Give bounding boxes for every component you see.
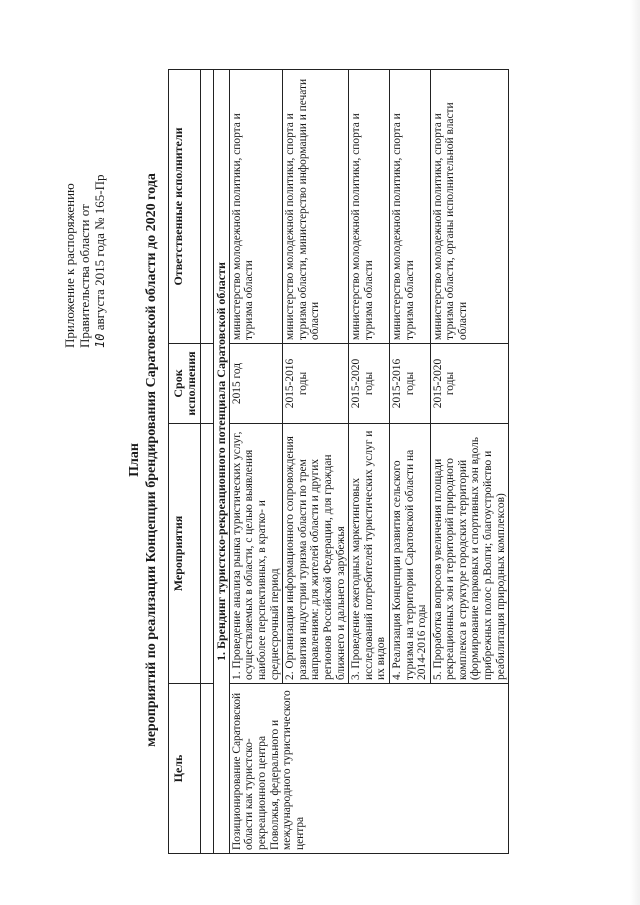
executors-cell: министерство молодежной политики, спорта и туризма области: [389, 70, 430, 344]
executors-cell: министерство молодежной политики, спорта и туризма области: [229, 70, 282, 344]
appendix-line-2: Правительства области от: [77, 204, 92, 348]
header-term: Срок исполнения: [169, 344, 201, 424]
header-measures: Мероприятия: [169, 424, 201, 684]
section-title: 1. Брендинг туристско-рекреационного потенциала Саратовской области: [214, 70, 230, 854]
term-cell: 2015-2016 годы: [283, 344, 349, 424]
rotated-sheet: [60, 60, 600, 860]
column-number-row: [201, 70, 214, 854]
header-goal: Цель: [169, 684, 201, 854]
header-executors: Ответственные исполнители: [169, 70, 201, 344]
column-number: [201, 70, 214, 344]
plan-title: [126, 60, 160, 860]
appendix-day: 10: [93, 333, 107, 348]
plan-table: [168, 69, 509, 854]
measure-cell: 3. Проведение ежегодных маркетинговых исследований потребителей туристических услуг и их видов: [349, 424, 390, 684]
measure-cell: 2. Организация информационного сопровождения развития индустрии туризма области по трем направлениям: для жителей области и других регионов Российской Федерации, для граждан ближнего и дальнего зарубежья: [283, 424, 349, 684]
executors-cell: министерство молодежной политики, спорта и туризма области, министерство информации и печати области: [283, 70, 349, 344]
appendix-date-number: августа 2015 года № 165-Пр: [92, 174, 107, 331]
measure-cell: 5. Проработка вопросов увеличения площади рекреационных зон и территорий природного комплекса в структуре городских территорий (формирование парковых и спортивных зон вдоль прибрежных полос р.Волги; благоустройство и реабилитация природных комплексов): [430, 424, 509, 684]
executors-cell: министерство молодежной политики, спорта и туризма области: [349, 70, 390, 344]
column-number: [201, 684, 214, 854]
term-cell: 2015-2020 годы: [349, 344, 390, 424]
appendix-line-1: Приложение к распоряжению: [62, 183, 77, 348]
measure-cell: 4. Реализация Концепции развития сельского туризма на территории Саратовской области на 2014-2016 годы: [389, 424, 430, 684]
plan-title-line-1: План: [127, 443, 142, 477]
executors-cell: министерство молодежной политики, спорта и туризма области, органы исполнительной власти области: [430, 70, 509, 344]
term-cell: 2015 год: [229, 344, 282, 424]
measure-cell: 1. Проведение анализа рынка туристических услуг, осуществляемых в области, с целью выявления наиболее перспективных, в кратко- и среднесрочный период: [229, 424, 282, 684]
appendix-note: [62, 68, 108, 348]
appendix-line-3: [92, 68, 108, 348]
column-number: [201, 424, 214, 684]
scan-edge: [630, 0, 640, 905]
table-row: [229, 70, 282, 854]
goal-cell: Позиционирование Саратовской области как туристско-рекреационного центра Поволжья, федерального и международного туристического центра: [229, 684, 508, 854]
column-number: [201, 344, 214, 424]
plan-title-line-2: мероприятий по реализации Концепции брендирования Саратовской области до 2020 года: [144, 173, 159, 747]
section-row: [214, 70, 230, 854]
term-cell: 2015-2016 годы: [389, 344, 430, 424]
header-row: [169, 70, 201, 854]
term-cell: 2015-2020 годы: [430, 344, 509, 424]
